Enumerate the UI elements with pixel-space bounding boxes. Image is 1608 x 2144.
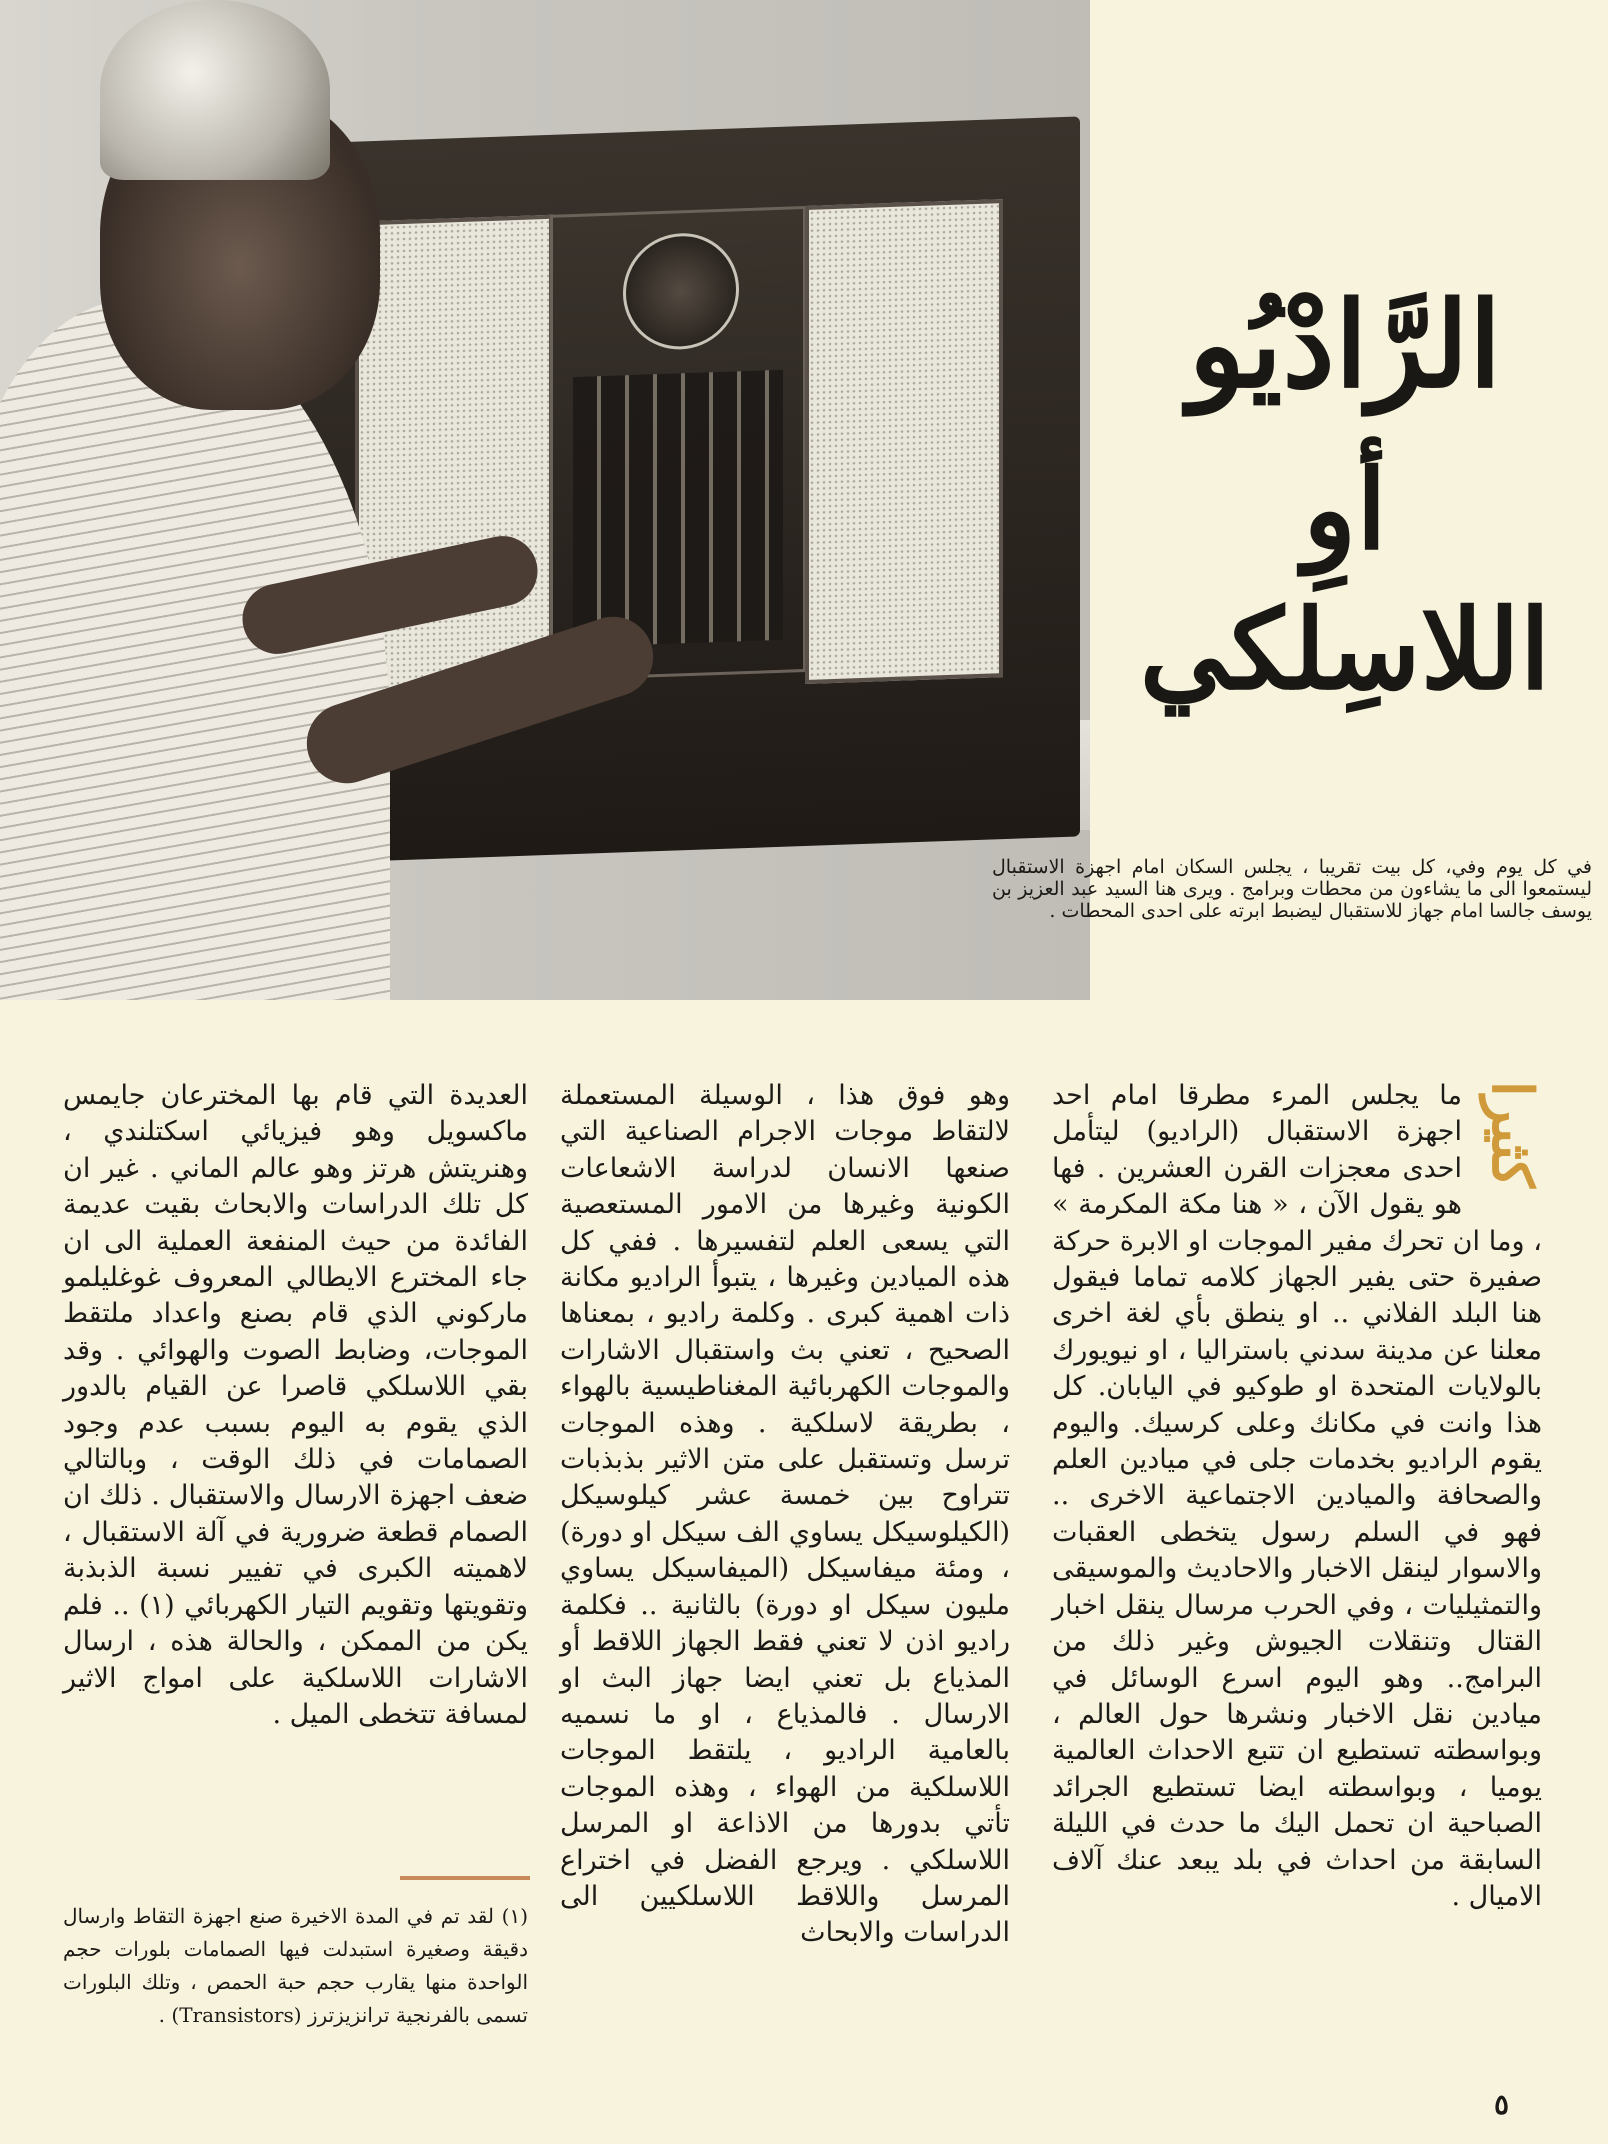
photo-caption xyxy=(992,856,1592,922)
footnote-divider xyxy=(400,1876,530,1880)
title-line-2: أوِ اللاسِلكي xyxy=(1139,445,1551,714)
page-number: ٥ xyxy=(1494,2088,1510,2121)
tuning-dial xyxy=(623,231,739,351)
band-scale xyxy=(573,370,783,647)
title-line-1: الرَّادْيُو xyxy=(1188,275,1502,414)
article-column-left xyxy=(63,1078,528,1733)
footnote-text: (١) لقد تم في المدة الاخيرة صنع اجهزة التقاط وارسال دقيقة وصغيرة استبدلت فيها الصمامات بلورات حجم الواحدة منها يقارب حجم حبة الحمص ، وتلك البلورات تسمى بالفرنجية ترانزيزترز (Transistors) . xyxy=(63,1904,528,2027)
caption-text: في كل يوم وفي، كل بيت تقريبا ، يجلس السكان امام اجهزة الاستقبال ليستمعوا الى ما يشاءون من محطات وبرامج . ويرى هنا السيد عبد العزيز بن يوسف جالسا امام جهاز للاستقبال ليضبط ابرته على احدى المحطات . xyxy=(992,856,1592,922)
radio-photo xyxy=(0,0,1090,1000)
speaker-grille-right xyxy=(805,199,1003,684)
footnote xyxy=(63,1900,528,2032)
dial-panel xyxy=(550,206,806,681)
column-right-text: ما يجلس المرء مطرقا امام احد اجهزة الاستقبال (الراديو) ليتأمل احدى معجزات القرن العشرين . فها هو يقول الآن ، « هنا مكة المكرمة » ، وما ان تحرك مفير الموجات او الابرة حركة صفيرة حتى يفير الجهاز كلامه تماما فيقول هنا البلد الفلاني .. او ينطق بأي لغة اخرى معلنا عن مدينة سدني باستراليا ، او نيويورك بالولايات المتحدة او طوكيو في اليابان. كل هذا وانت في مكانك وعلى كرسيك. واليوم يقوم الراديو بخدمات جلى في ميادين العلم والصحافة والميادين الاجتماعية الاخرى .. فهو في السلم رسول يتخطى العقبات والاسوار لينقل الاخبار والاحاديث والموسيقى والتمثيليات ، وفي الحرب مرسال ينقل اخبار القتال وتنقلات الجيوش وغير ذلك من البرامج.. وهو اليوم اسرع الوسائل في ميادين نقل الاخبار ونشرها حول العالم ، وبواسطته تستطيع ان تتبع الاحداث العالمية يوميا ، وبواسطته ايضا تستطيع الجرائد الصباحية ان تحمل اليك ما حدث في الليلة السابقة من احداث في بلد يبعد عنك آلاف الاميال . xyxy=(1052,1080,1542,1912)
drop-cap-word: كثيرا xyxy=(1479,1081,1545,1188)
article-title xyxy=(1110,270,1580,720)
column-left-text: العديدة التي قام بها المخترعان جايمس ماكسويل وهو فيزيائي اسكتلندي ، وهنريتش هرتز وهو عالم الماني . غير ان كل تلك الدراسات والابحاث بقيت عديمة الفائدة من حيث المنفعة العملية الى ان جاء المخترع الايطالي المعروف غوغليلمو ماركوني الذي قام بصنع واعداد ملتقط الموجات، وضابط الصوت والهوائي . وقد بقي اللاسلكي قاصرا عن القيام بالدور الذي يقوم به اليوم بسبب عدم وجود الصمامات في ذلك الوقت ، وبالتالي ضعف اجهزة الارسال والاستقبال . ذلك ان الصمام قطعة ضرورية في آلة الاستقبال ، لاهميته الكبرى في تفيير نسبة الذبذبة وتقويتها وتقويم التيار الكهربائي (١) .. فلم يكن من الممكن ، والحالة هذه ، ارسال الاشارات اللاسلكية على امواج الاثير لمسافة تتخطى الميل . xyxy=(63,1080,528,1730)
embroidered-cap xyxy=(100,0,330,180)
article-column-right xyxy=(1052,1078,1545,1915)
article-column-middle xyxy=(560,1078,1010,1952)
column-middle-text: وهو فوق هذا ، الوسيلة المستعملة لالتقاط موجات الاجرام الصناعية التي صنعها الانسان لدراسة الاشعاعات الكونية وغيرها من الامور المستعصية التي يسعى العلم لتفسيرها . ففي كل هذه الميادين وغيرها ، يتبوأ الراديو مكانة ذات اهمية كبرى . وكلمة راديو ، بمعناها الصحيح ، تعني بث واستقبال الاشارات والموجات الكهربائية المغناطيسية بالهواء ، بطريقة لاسلكية . وهذه الموجات ترسل وتستقبل على متن الاثير بذبذبات تتراوح بين خمسة عشر كيلوسيكل (الكيلوسيكل يساوي الف سيكل او دورة) ، ومئة ميفاسيكل (الميفاسيكل يساوي مليون سيكل او دورة) بالثانية .. فكلمة راديو اذن لا تعني فقط الجهاز اللاقط أو المذياع بل تعني ايضا جهاز البث او الارسال . فالمذياع ، او ما نسميه بالعامية الراديو ، يلتقط الموجات اللاسلكية من الهواء ، وهذه الموجات تأتي بدورها من الاذاعة او المرسل اللاسلكي . ويرجع الفضل في اختراع المرسل واللاقط اللاسلكيين الى الدراسات والابحاث xyxy=(560,1080,1010,1949)
